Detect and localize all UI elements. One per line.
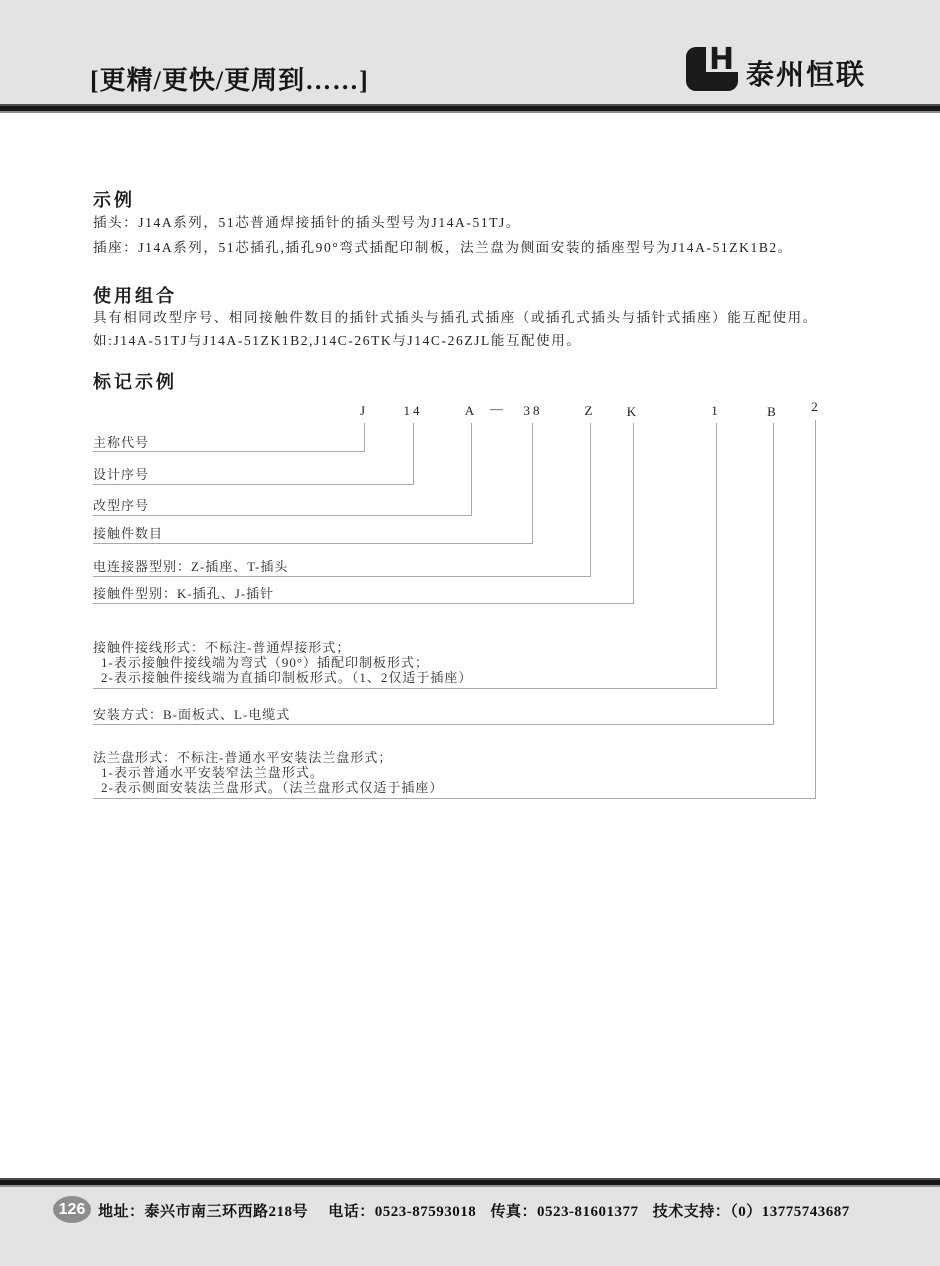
diagram-label-flange — [93, 750, 443, 795]
leader-hline-flange — [93, 798, 816, 799]
leader-hline-connector-type — [93, 576, 591, 577]
code-char-dash: — — [490, 401, 506, 416]
termination-line-3: 2-表示接触件接线端为直插印制板形式。（1、2仅适于插座） — [101, 670, 473, 685]
section-heading-combination: 使用组合 — [93, 286, 177, 306]
code-char-mod: A — [464, 403, 478, 418]
leader-hline-mounting — [93, 724, 774, 725]
code-char-flange: 2 — [811, 399, 821, 414]
termination-line-2: 1-表示接触件接线端为弯式（90°）插配印制板形式； — [101, 655, 430, 670]
leader-hline-termination — [93, 688, 717, 689]
combination-line-rule: 具有相同改型序号、相同接触件数目的插针式插头与插孔式插座（或插孔式插头与插针式插座）能互配使用。 — [93, 310, 818, 325]
section-heading-marking: 标记示例 — [93, 372, 177, 392]
leader-hline-main — [93, 451, 365, 452]
footer-phone: 电话：0523-87593018 — [328, 1204, 477, 1220]
leader-hline-contact-type — [93, 603, 634, 604]
header-divider-line-bottom — [0, 111, 940, 113]
leader-vline-termination — [716, 423, 717, 688]
example-line-socket: 插座：J14A系列，51芯插孔,插孔90°弯式插配印制板，法兰盘为侧面安装的插座型号为J14A-51ZK1B2。 — [93, 240, 793, 255]
header-slogan: [更精/更快/更周到……] — [90, 66, 369, 95]
leader-vline-connector-type — [590, 423, 591, 576]
diagram-label-mod: 改型序号 — [93, 498, 150, 513]
code-char-main: J — [359, 403, 369, 418]
leader-vline-flange — [815, 420, 816, 798]
diagram-label-main: 主称代号 — [93, 435, 150, 450]
leader-hline-contacts — [93, 543, 533, 544]
flange-line-1: 法兰盘形式：不标注-普通水平安装法兰盘形式； — [93, 750, 393, 765]
diagram-label-termination — [93, 640, 472, 685]
termination-line-1: 接触件接线形式：不标注-普通焊接形式； — [93, 640, 351, 655]
footer-fax: 传真：0523-81601377 — [490, 1204, 639, 1220]
brand-name: 泰州恒联 — [746, 59, 867, 90]
combination-text — [93, 306, 903, 352]
footer-contact-info — [98, 1200, 860, 1221]
code-char-contacts: 38 — [523, 403, 543, 418]
leader-vline-series — [413, 423, 414, 484]
page-footer — [0, 1187, 940, 1266]
leader-vline-mounting — [773, 423, 774, 724]
diagram-label-series: 设计序号 — [93, 467, 150, 482]
code-char-termination: 1 — [711, 403, 721, 418]
example-line-plug: 插头：J14A系列，51芯普通焊接插针的插头型号为J14A-51TJ。 — [93, 215, 522, 230]
footer-support: 技术支持：（0）13775743687 — [652, 1204, 850, 1220]
logo-lh-icon — [686, 42, 738, 91]
diagram-label-contacts: 接触件数目 — [93, 526, 164, 541]
diagram-label-mounting: 安装方式：B-面板式、L-电缆式 — [93, 707, 291, 722]
combination-line-example: 如:J14A-51TJ与J14A-51ZK1B2,J14C-26TK与J14C-26ZJL能互配使用。 — [93, 333, 582, 348]
diagram-label-contact-type: 接触件型别：K-插孔、J-插针 — [93, 586, 275, 601]
example-text — [93, 210, 903, 260]
flange-line-3: 2-表示侧面安装法兰盘形式。（法兰盘形式仅适于插座） — [101, 780, 444, 795]
page-header — [0, 0, 940, 104]
leader-vline-contacts — [532, 423, 533, 543]
leader-vline-main — [364, 423, 365, 451]
leader-vline-contact-type — [633, 423, 634, 603]
footer-address: 地址：泰兴市南三环西路218号 — [98, 1204, 309, 1220]
code-char-mounting: B — [767, 404, 779, 419]
flange-line-2: 1-表示普通水平安装窄法兰盘形式。 — [101, 765, 324, 780]
logo-monogram: H — [709, 42, 735, 77]
diagram-label-connector-type: 电连接器型别：Z-插座、T-插头 — [93, 559, 289, 574]
code-char-series: 14 — [403, 403, 423, 418]
leader-hline-mod — [93, 515, 472, 516]
section-heading-example: 示例 — [93, 190, 135, 210]
page-number-badge: 126 — [53, 1196, 91, 1223]
leader-hline-series — [93, 484, 414, 485]
code-char-connector-type: Z — [584, 403, 596, 418]
code-char-contact-type: K — [626, 404, 640, 419]
leader-vline-mod — [471, 423, 472, 515]
